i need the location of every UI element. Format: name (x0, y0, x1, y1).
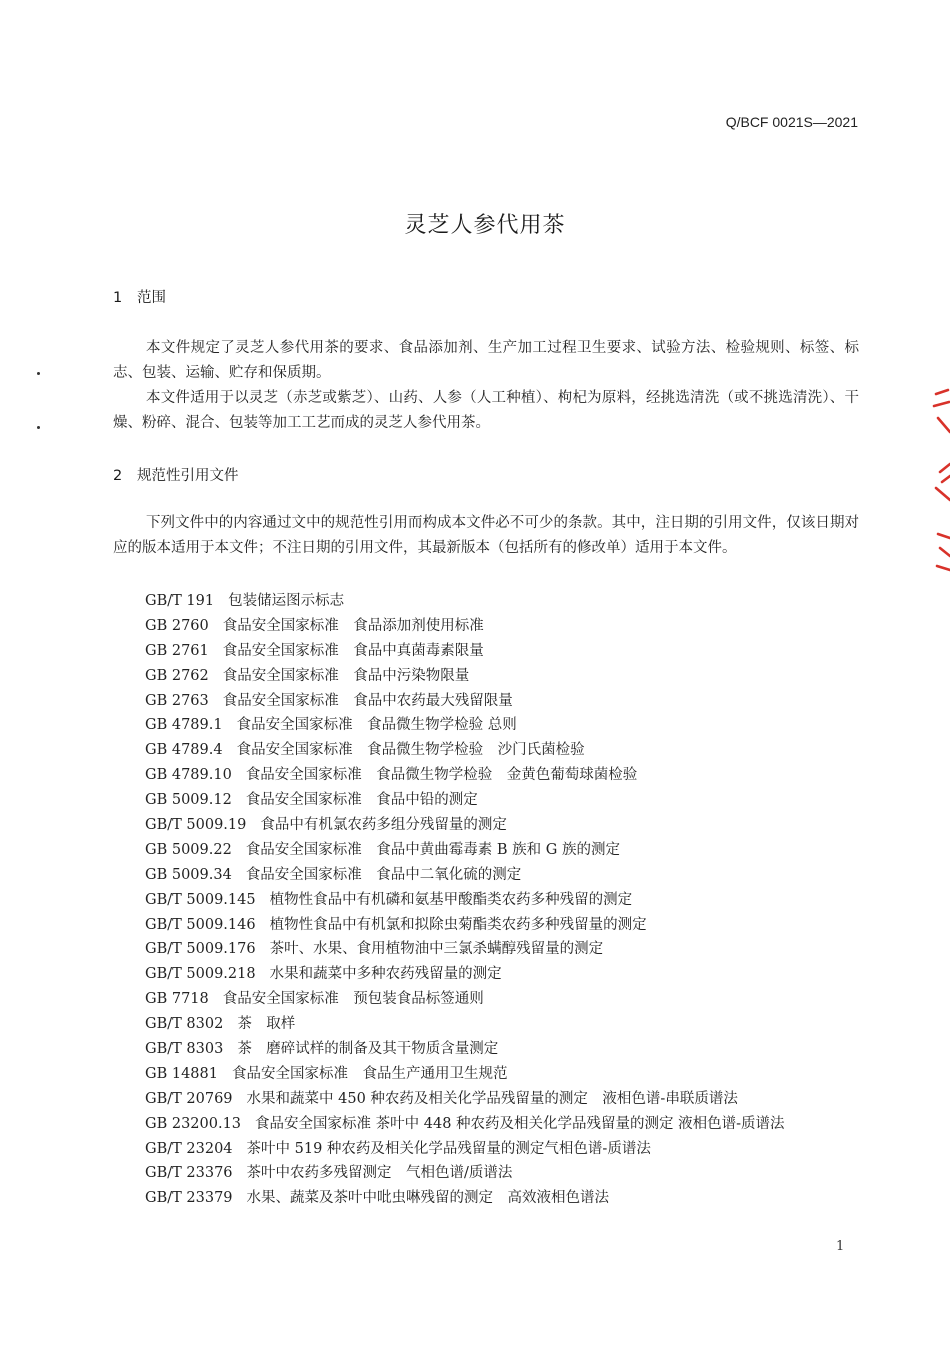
reference-item (145, 1087, 785, 1112)
reference-code: GB 4789.1 (145, 717, 223, 734)
reference-list (145, 589, 785, 1211)
reference-item (145, 788, 785, 813)
reference-item (145, 664, 785, 689)
reference-title: 食品安全国家标准 食品微生物学检验 总则 (236, 717, 517, 734)
reference-code: GB 5009.34 (145, 866, 232, 883)
reference-item (145, 937, 785, 962)
reference-title: 茶 磨碎试样的制备及其干物质含量测定 (237, 1041, 499, 1058)
scan-mark (37, 426, 40, 429)
reference-title: 食品安全国家标准 食品中真菌毒素限量 (222, 642, 484, 659)
section-2-heading (113, 464, 239, 485)
section-1-heading (113, 286, 166, 307)
reference-item (145, 838, 785, 863)
reference-item (145, 1012, 785, 1037)
reference-code: GB 7718 (145, 991, 209, 1008)
reference-item (145, 738, 785, 763)
reference-title: 食品中有机氯农药多组分残留量的测定 (260, 817, 507, 834)
page-number: 1 (836, 1239, 845, 1254)
scope-paragraph-2: 本文件适用于以灵芝（赤芝或紫芝）、山药、人参（人工种植）、枸杞为原料，经挑选清洗（或不挑选清洗）、干燥、粉碎、混合、包装等加工工艺而成的灵芝人参代用茶。 (113, 390, 859, 431)
reference-code: GB/T 20769 (145, 1090, 233, 1107)
reference-code: GB/T 23376 (145, 1165, 233, 1182)
reference-title: 水果和蔬菜中多种农药残留量的测定 (269, 966, 502, 983)
reference-title: 食品安全国家标准 食品中二氧化硫的测定 (245, 866, 522, 883)
reference-code: GB/T 191 (145, 593, 215, 609)
reference-item (145, 987, 785, 1012)
reference-code: GB 2761 (145, 642, 209, 659)
reference-title: 茶叶中农药多残留测定 气相色谱/质谱法 (246, 1165, 513, 1182)
reference-title: 食品安全国家标准 食品生产通用卫生规范 (231, 1065, 508, 1082)
reference-title: 食品安全国家标准 茶叶中 448 种农药及相关化学品残留量的测定 液相色谱-质谱法 (255, 1115, 785, 1132)
reference-code: GB/T 5009.176 (145, 941, 256, 958)
reference-code: GB/T 5009.145 (145, 891, 256, 908)
section-title: 规范性引用文件 (137, 468, 239, 484)
section-number: 1 (113, 290, 123, 306)
reference-code: GB 14881 (145, 1065, 218, 1082)
reference-title: 茶叶、水果、食用植物油中三氯杀螨醇残留量的测定 (269, 941, 604, 958)
scan-mark (37, 372, 40, 375)
reference-code: GB 5009.22 (145, 841, 232, 858)
reference-item (145, 1037, 785, 1062)
reference-title: 茶叶中 519 种农药及相关化学品残留量的测定气相色谱-质谱法 (246, 1140, 651, 1157)
reference-item (145, 863, 785, 888)
reference-title: 食品安全国家标准 食品中铅的测定 (245, 792, 478, 809)
reference-code: GB/T 5009.19 (145, 817, 247, 834)
reference-item (145, 689, 785, 714)
reference-title: 水果和蔬菜中 450 种农药及相关化学品残留量的测定 液相色谱-串联质谱法 (246, 1090, 738, 1107)
reference-item (145, 1062, 785, 1087)
reference-title: 植物性食品中有机磷和氨基甲酸酯类农药多种残留的测定 (269, 891, 633, 908)
reference-title: 食品安全国家标准 食品中污染物限量 (222, 667, 470, 684)
reference-code: GB/T 5009.146 (145, 916, 256, 933)
reference-title: 食品安全国家标准 食品微生物学检验 沙门氏菌检验 (236, 742, 585, 759)
reference-code: GB/T 8303 (145, 1041, 224, 1058)
reference-code: GB 2763 (145, 692, 209, 709)
reference-item (145, 763, 785, 788)
reference-title: 食品安全国家标准 预包装食品标签通则 (222, 991, 484, 1008)
reference-item (145, 1186, 785, 1211)
reference-item (145, 614, 785, 639)
page-title: 灵芝人参代用茶 (404, 213, 566, 238)
reference-title: 包装储运图示标志 (228, 593, 345, 609)
red-stamp-edge (928, 388, 950, 578)
reference-item (145, 589, 785, 614)
references-intro: 下列文件中的内容通过文中的规范性引用而构成本文件必不可少的条款。其中，注日期的引用文件，仅该日期对应的版本适用于本文件；不注日期的引用文件，其最新版本（包括所有的修改单）适用于本文件。 (113, 515, 859, 556)
reference-item (145, 1137, 785, 1162)
section-title: 范围 (137, 290, 166, 306)
document-code: Q/BCF 0021S—2021 (725, 114, 858, 130)
section-number: 2 (113, 468, 123, 484)
reference-code: GB/T 23204 (145, 1140, 233, 1157)
reference-code: GB 4789.10 (145, 767, 232, 784)
reference-code: GB 23200.13 (145, 1115, 242, 1132)
reference-code: GB 5009.12 (145, 792, 232, 809)
reference-title: 食品安全国家标准 食品添加剂使用标准 (222, 617, 484, 634)
reference-item (145, 888, 785, 913)
reference-item (145, 962, 785, 987)
reference-item (145, 913, 785, 938)
reference-code: GB/T 23379 (145, 1190, 233, 1207)
reference-title: 茶 取样 (237, 1016, 296, 1033)
reference-title: 食品安全国家标准 食品微生物学检验 金黄色葡萄球菌检验 (245, 767, 638, 784)
reference-code: GB 4789.4 (145, 742, 223, 759)
reference-title: 植物性食品中有机氯和拟除虫菊酯类农药多种残留量的测定 (269, 916, 647, 933)
reference-code: GB/T 5009.218 (145, 966, 256, 983)
reference-title: 水果、蔬菜及茶叶中吡虫啉残留的测定 高效液相色谱法 (246, 1190, 610, 1207)
scope-paragraph-1: 本文件规定了灵芝人参代用茶的要求、食品添加剂、生产加工过程卫生要求、试验方法、检验规则、标签、标志、包装、运输、贮存和保质期。 (113, 340, 859, 381)
reference-title: 食品安全国家标准 食品中农药最大残留限量 (222, 692, 513, 709)
reference-code: GB 2762 (145, 667, 209, 684)
reference-title: 食品安全国家标准 食品中黄曲霉毒素 B 族和 G 族的测定 (245, 841, 620, 858)
reference-item (145, 639, 785, 664)
reference-item (145, 713, 785, 738)
reference-item (145, 813, 785, 838)
reference-code: GB/T 8302 (145, 1016, 224, 1033)
reference-item (145, 1161, 785, 1186)
reference-item (145, 1112, 785, 1137)
reference-code: GB 2760 (145, 617, 209, 634)
